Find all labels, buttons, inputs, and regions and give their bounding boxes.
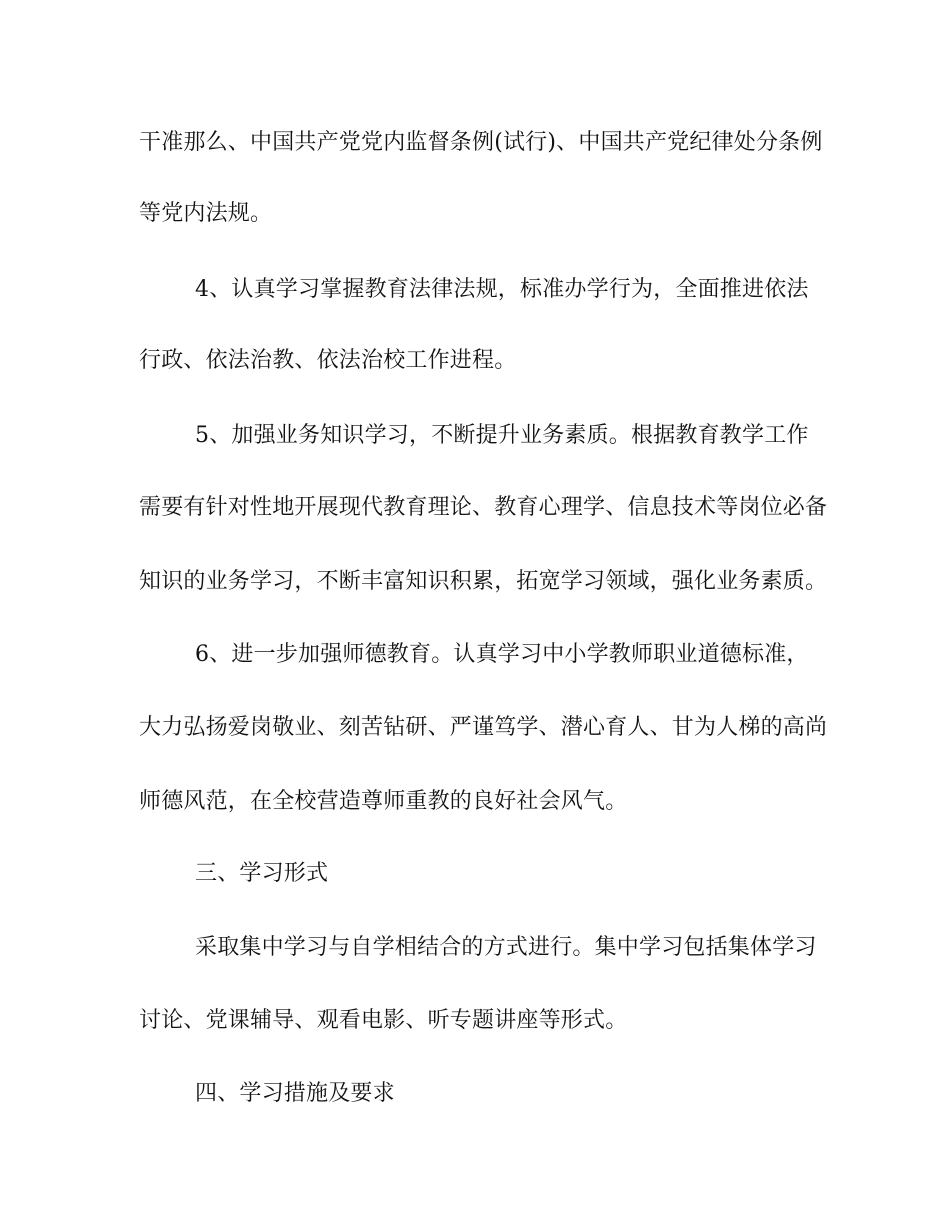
paragraph-line: 师德风范，在全校营造尊师重教的良好社会风气。 <box>139 789 628 814</box>
paragraph-line: 大力弘扬爱岗敬业、刻苦钻研、严谨笃学、潜心育人、甘为人梯的高尚 <box>139 715 828 740</box>
paragraph-line: 5、加强业务知识学习，不断提升业务素质。根据教育教学工作 <box>195 423 809 448</box>
section-heading: 四、学习措施及要求 <box>195 1081 395 1106</box>
paragraph-line: 讨论、党课辅导、观看电影、听专题讲座等形式。 <box>139 1008 628 1033</box>
paragraph-line: 等党内法规。 <box>139 201 273 226</box>
section-heading: 三、学习形式 <box>195 861 329 886</box>
paragraph-line: 知识的业务学习，不断丰富知识积累，拓宽学习领域，强化业务素质。 <box>139 569 828 594</box>
paragraph-line: 干准那么、中国共产党党内监督条例(试行)、中国共产党纪律处分条例 <box>139 130 823 155</box>
paragraph-line: 行政、依法治教、依法治校工作进程。 <box>139 348 517 373</box>
paragraph-line: 6、进一步加强师德教育。认真学习中小学教师职业道德标准， <box>195 642 809 667</box>
paragraph-line: 需要有针对性地开展现代教育理论、教育心理学、信息技术等岗位必备 <box>139 495 828 520</box>
paragraph-line: 采取集中学习与自学相结合的方式进行。集中学习包括集体学习 <box>195 935 817 960</box>
paragraph-line: 4、认真学习掌握教育法律法规，标准办学行为，全面推进依法 <box>195 277 809 302</box>
